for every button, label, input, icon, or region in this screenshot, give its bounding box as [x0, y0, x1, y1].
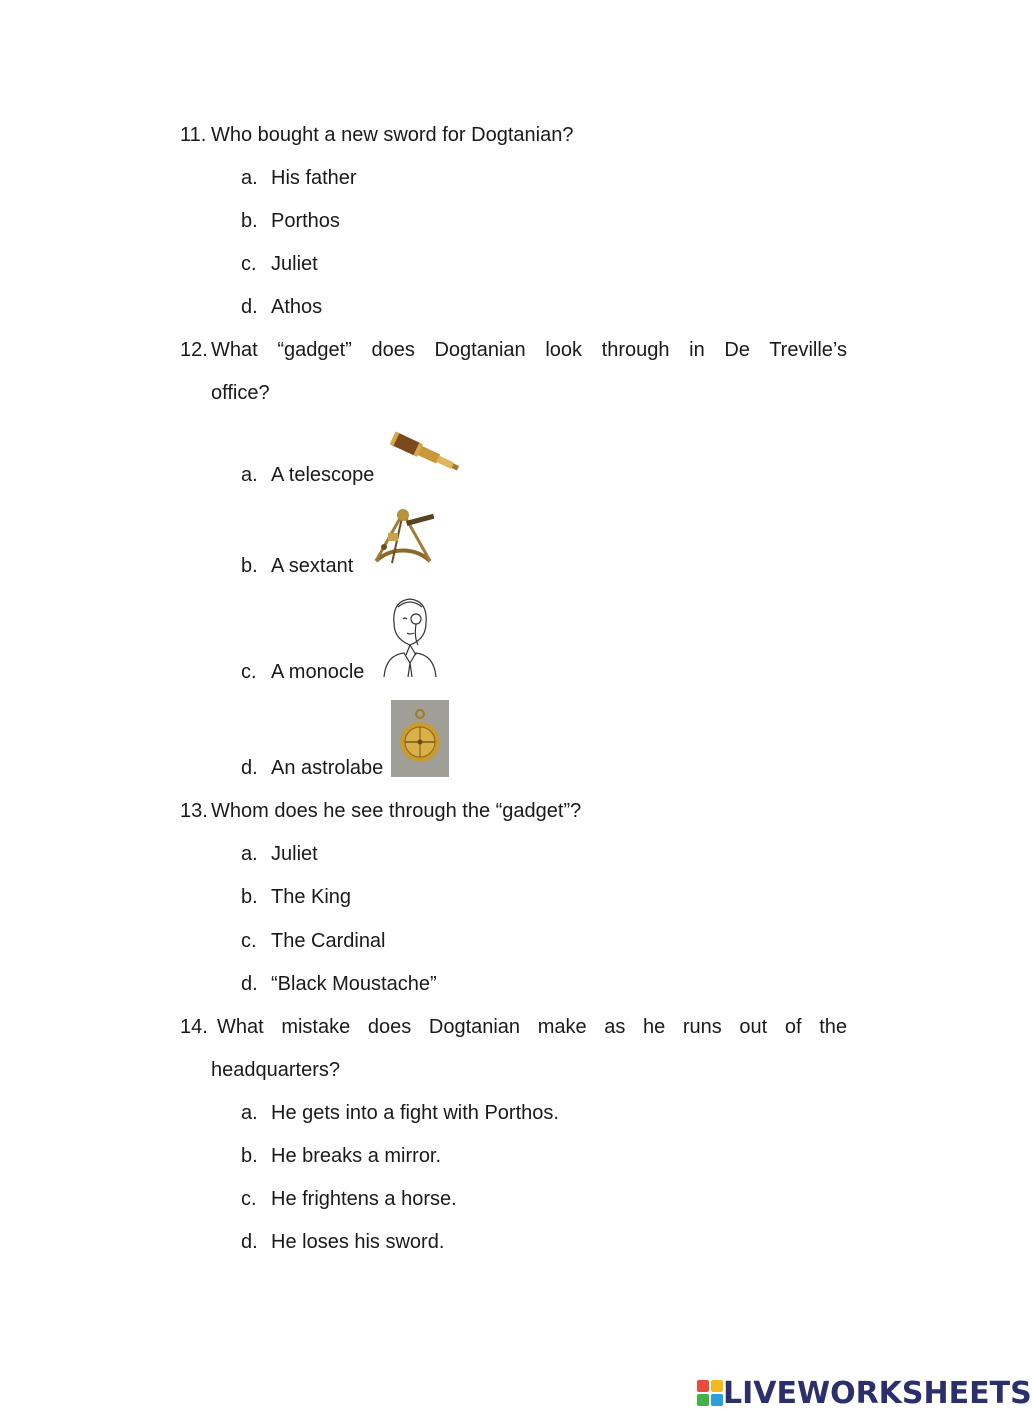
q11-option-a-letter: a.	[241, 167, 258, 189]
q13-option-d-letter: d.	[241, 973, 258, 995]
q13-option-d-text[interactable]: “Black Moustache”	[271, 973, 437, 995]
question-12-text-line1: What “gadget” does Dogtanian look through in De Treville’s	[211, 339, 847, 361]
q14-option-a-text[interactable]: He gets into a fight with Porthos.	[271, 1102, 559, 1124]
question-13-number: 13.	[180, 800, 208, 822]
q14-option-b-letter: b.	[241, 1145, 258, 1167]
q11-option-d-letter: d.	[241, 296, 258, 318]
q13-option-a-text[interactable]: Juliet	[271, 843, 318, 865]
question-11-number: 11.	[180, 124, 207, 146]
telescope-image	[385, 424, 465, 484]
question-12-text-line2: office?	[211, 382, 270, 404]
q11-option-b-text[interactable]: Porthos	[271, 210, 340, 232]
q13-option-a-letter: a.	[241, 843, 258, 865]
q14-option-a-letter: a.	[241, 1102, 258, 1124]
q14-option-d-text[interactable]: He loses his sword.	[271, 1231, 445, 1253]
sextant-image	[366, 503, 440, 575]
q12-option-d-letter: d.	[241, 757, 258, 779]
q12-option-a-letter: a.	[241, 464, 258, 486]
question-11-text: Who bought a new sword for Dogtanian?	[211, 124, 574, 146]
q12-option-c-letter: c.	[241, 661, 257, 683]
q11-option-d-text[interactable]: Athos	[271, 296, 323, 318]
q14-option-b-text[interactable]: He breaks a mirror.	[271, 1145, 442, 1167]
q14-option-c-text[interactable]: He frightens a horse.	[271, 1188, 457, 1210]
q12-option-a-text[interactable]: A telescope	[271, 464, 375, 486]
q12-option-c-text[interactable]: A monocle	[271, 661, 365, 683]
q11-option-b-letter: b.	[241, 210, 258, 232]
question-12-number: 12.	[180, 339, 208, 361]
question-13-text: Whom does he see through the “gadget”?	[211, 800, 582, 822]
q12-option-b-letter: b.	[241, 555, 258, 577]
q14-option-d-letter: d.	[241, 1231, 258, 1253]
astrolabe-image	[391, 700, 449, 777]
q12-option-b-text[interactable]: A sextant	[271, 555, 354, 577]
q11-option-a-text[interactable]: His father	[271, 167, 357, 189]
q13-option-b-text[interactable]: The King	[271, 886, 352, 908]
q13-option-c-text[interactable]: The Cardinal	[271, 930, 386, 952]
q12-option-d-text[interactable]: An astrolabe	[271, 757, 384, 779]
q13-option-b-letter: b.	[241, 886, 258, 908]
q11-option-c-letter: c.	[241, 253, 257, 275]
question-14-text-line1: What mistake does Dogtanian make as he runs out of the	[217, 1016, 847, 1038]
liveworksheets-logo[interactable]	[697, 1376, 1032, 1410]
question-14-number: 14.	[180, 1016, 208, 1038]
q14-option-c-letter: c.	[241, 1188, 257, 1210]
liveworksheets-logo-icon	[697, 1380, 723, 1406]
question-14-text-line2: headquarters?	[211, 1059, 340, 1081]
monocle-image	[374, 593, 444, 677]
q11-option-c-text[interactable]: Juliet	[271, 253, 318, 275]
liveworksheets-logo-text: LIVEWORKSHEETS	[723, 1375, 1032, 1411]
q13-option-c-letter: c.	[241, 930, 257, 952]
